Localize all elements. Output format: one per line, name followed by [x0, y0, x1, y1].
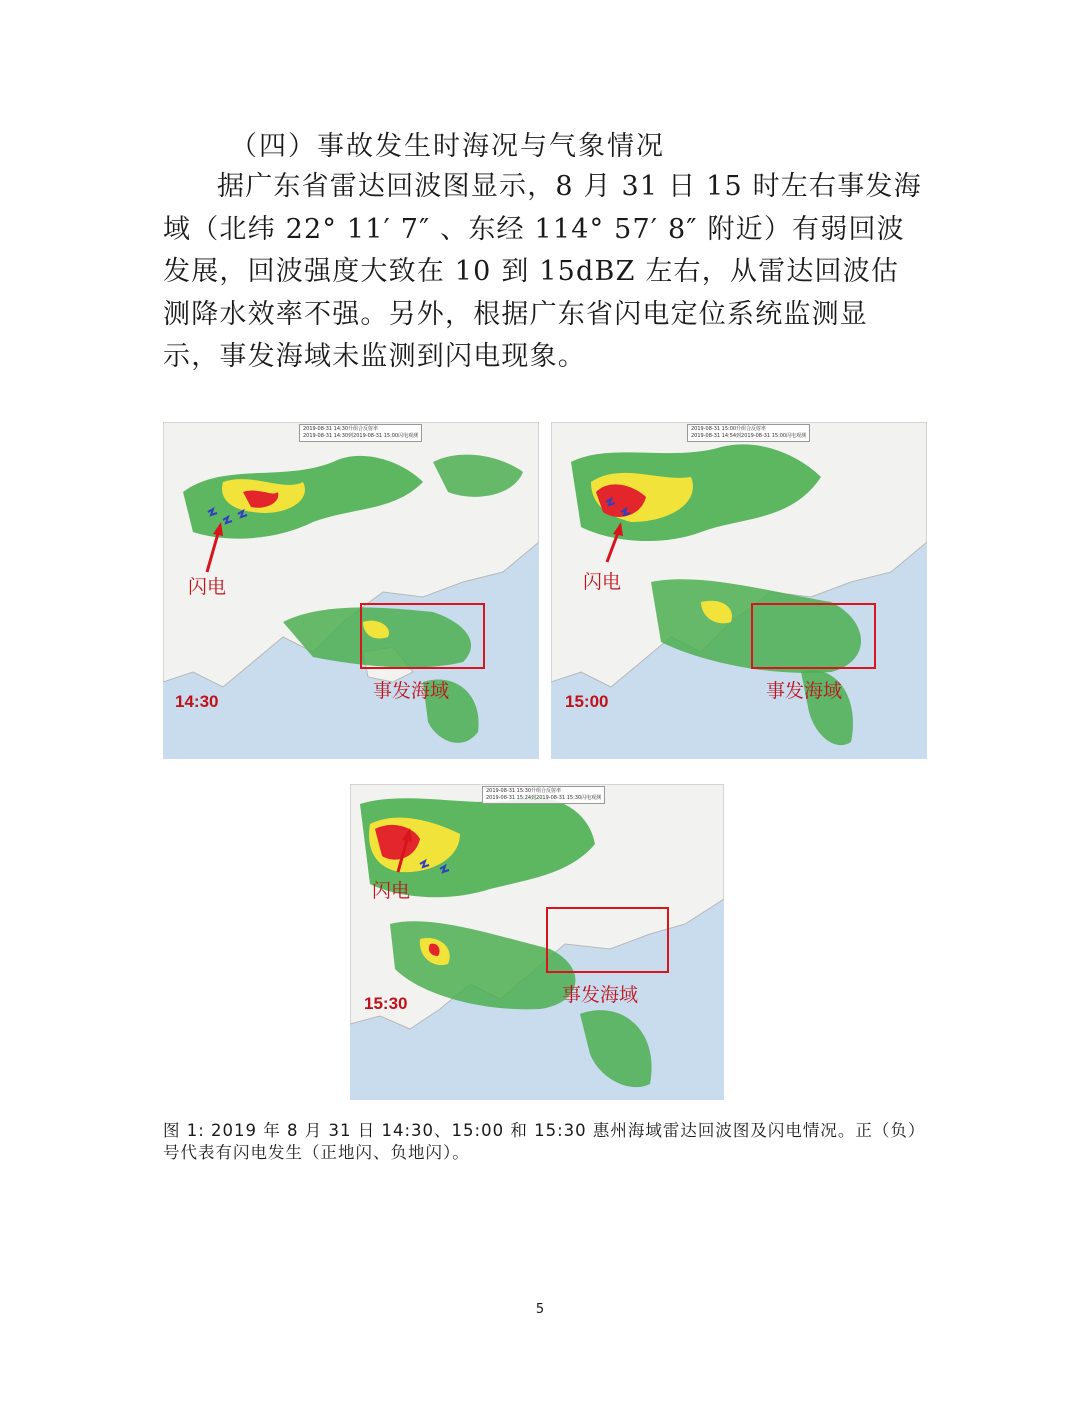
lightning-label: 闪电 [372, 880, 411, 902]
incident-area-label: 事发海域 [373, 680, 450, 702]
radar-legend: 2019-08-31 14:30升组合反射率 2019-08-31 14:30到2019-08-31 15:00闪电观测 [299, 424, 422, 442]
lightning-label: 闪电 [583, 571, 622, 593]
time-label: 15:00 [565, 692, 609, 711]
radar-legend: 2019-08-31 15:00升组合反射率 2019-08-31 14:54到2019-08-31 15:00闪电观测 [687, 424, 810, 442]
radar-panel-1500 [551, 422, 927, 759]
page-number: 5 [535, 1302, 545, 1317]
section-paragraph [163, 166, 923, 379]
radar-panel-1430 [163, 422, 539, 759]
time-label: 15:30 [364, 994, 408, 1013]
incident-area-label: 事发海域 [766, 680, 843, 702]
paragraph-text: 据广东省雷达回波图显示，8 月 31 日 15 时左右事发海域（北纬 22° 11′ 7″ 、东经 114° 57′ 8″ 附近）有弱回波发展，回波强度大致在 10 到 15dBZ 左右，从雷达回波估测降水效率不强。另外，根据广东省闪电定位系统监测显示，事发海域未监测到闪电现象。 [163, 171, 922, 372]
incident-area-label: 事发海域 [562, 984, 639, 1006]
section-heading: （四）事故发生时海况与气象情况 [230, 131, 665, 162]
incident-area-box [360, 603, 485, 669]
lightning-label: 闪电 [188, 576, 227, 598]
incident-area-box [546, 907, 669, 973]
figure-caption: 图 1: 2019 年 8 月 31 日 14:30、15:00 和 15:30 惠州海域雷达回波图及闪电情况。正（负）号代表有闪电发生（正地闪、负地闪）。 [163, 1121, 918, 1162]
time-label: 14:30 [175, 692, 219, 711]
incident-area-box [751, 603, 876, 669]
radar-legend: 2019-08-31 15:30升组合反射率 2019-08-31 15:24到2019-08-31 15:30闪电观测 [482, 786, 605, 804]
radar-panel-1530 [350, 784, 724, 1100]
